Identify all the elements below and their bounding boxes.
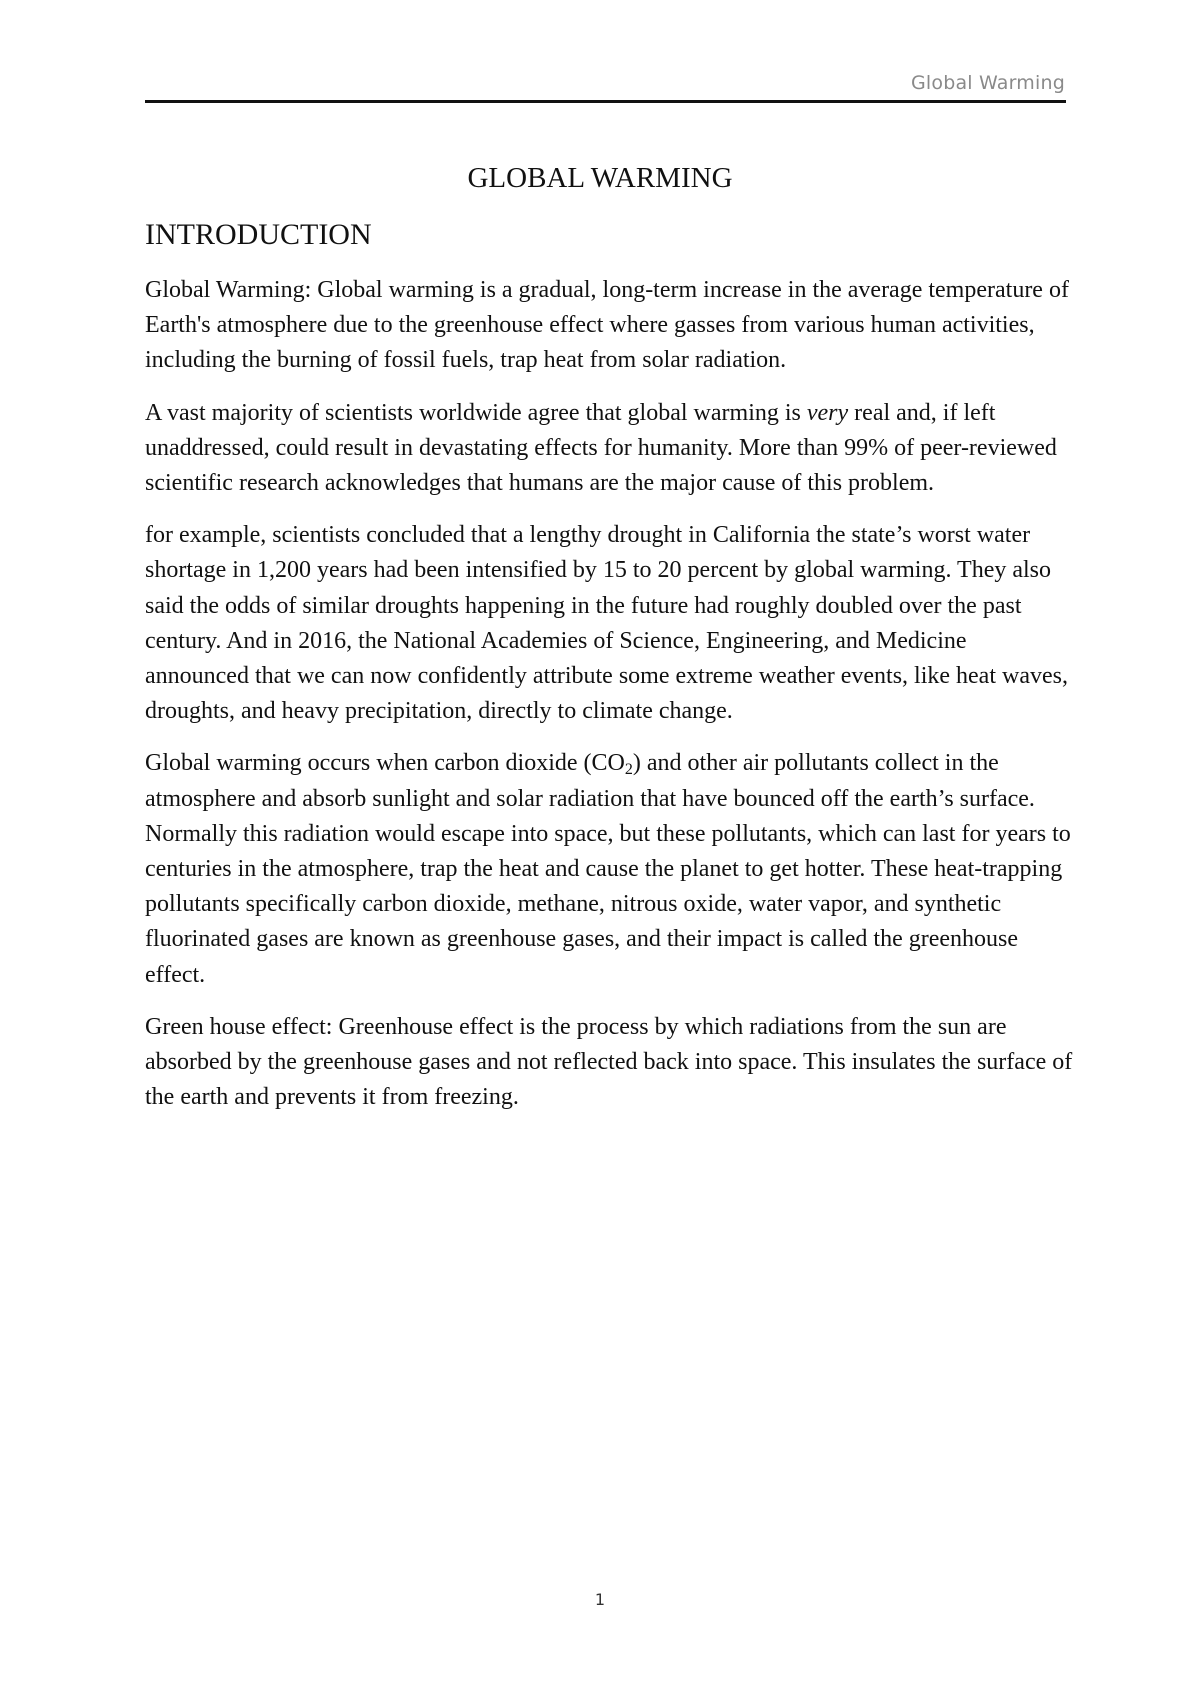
paragraph-example: for example, scientists concluded that a lengthy drought in California the state’s worst water shortage in 1,200 years had been intensified by 15 to 20 percent by global warming. They also said the odds of similar droughts happening in the future had roughly doubled over the past century. And in 2016, the National Academies of Science, Engineering, and Medicine announced that we can now confidently attribute some extreme weather events, like heat waves, droughts, and heavy precipitation, directly to climate change. [145,522,1068,725]
page-number: 1 [594,1590,606,1609]
document-title: GLOBAL WARMING [467,162,733,194]
emphasis-text: very [806,399,849,426]
body-text [145,273,1075,1132]
paragraph-mechanism [145,746,1075,992]
paragraph-greenhouse-effect: Green house effect: Greenhouse effect is the process by which radiations from the sun are absorbed by the greenhouse gases and not reflected back into space. This insulates the surface of the earth and prevents it from freezing. [145,1013,1073,1111]
paragraph-definition: Global Warming: Global warming is a gradual, long-term increase in the average temperature of Earth's atmosphere due to the greenhouse effect where gasses from various human activities, including the burning of fossil fuels, trap heat from solar radiation. [145,277,1069,374]
paragraph-text: Global warming occurs when carbon dioxide (CO [145,750,625,777]
header-rule [145,100,1066,103]
paragraph-scientific-consensus [145,396,1075,502]
paragraph-text: A vast majority of scientists worldwide agree that global warming is [145,399,807,426]
section-heading: INTRODUCTION [145,218,372,251]
paragraph-text: ) and other air pollutants collect in the atmosphere and absorb sunlight and solar radiation that have bounced off the earth’s surface. Normally this radiation would escape into space, but these pollutants, which can last for years to centuries in the atmosphere, trap the heat and cause the planet to get hotter. These heat-trapping pollutants specifically carbon dioxide, methane, nitrous oxide, water vapor, and synthetic fluorinated gases are known as greenhouse gases, and their impact is called the greenhouse effect. [145,750,1071,988]
subscript-text: 2 [624,761,633,779]
running-header: Global Warming [910,72,1065,94]
paragraph-text: real and, if left unaddressed, could result in devastating effects for humanity. More than 99% of peer-reviewed scientific research acknowledges that humans are the major cause of this problem. [145,399,1057,497]
